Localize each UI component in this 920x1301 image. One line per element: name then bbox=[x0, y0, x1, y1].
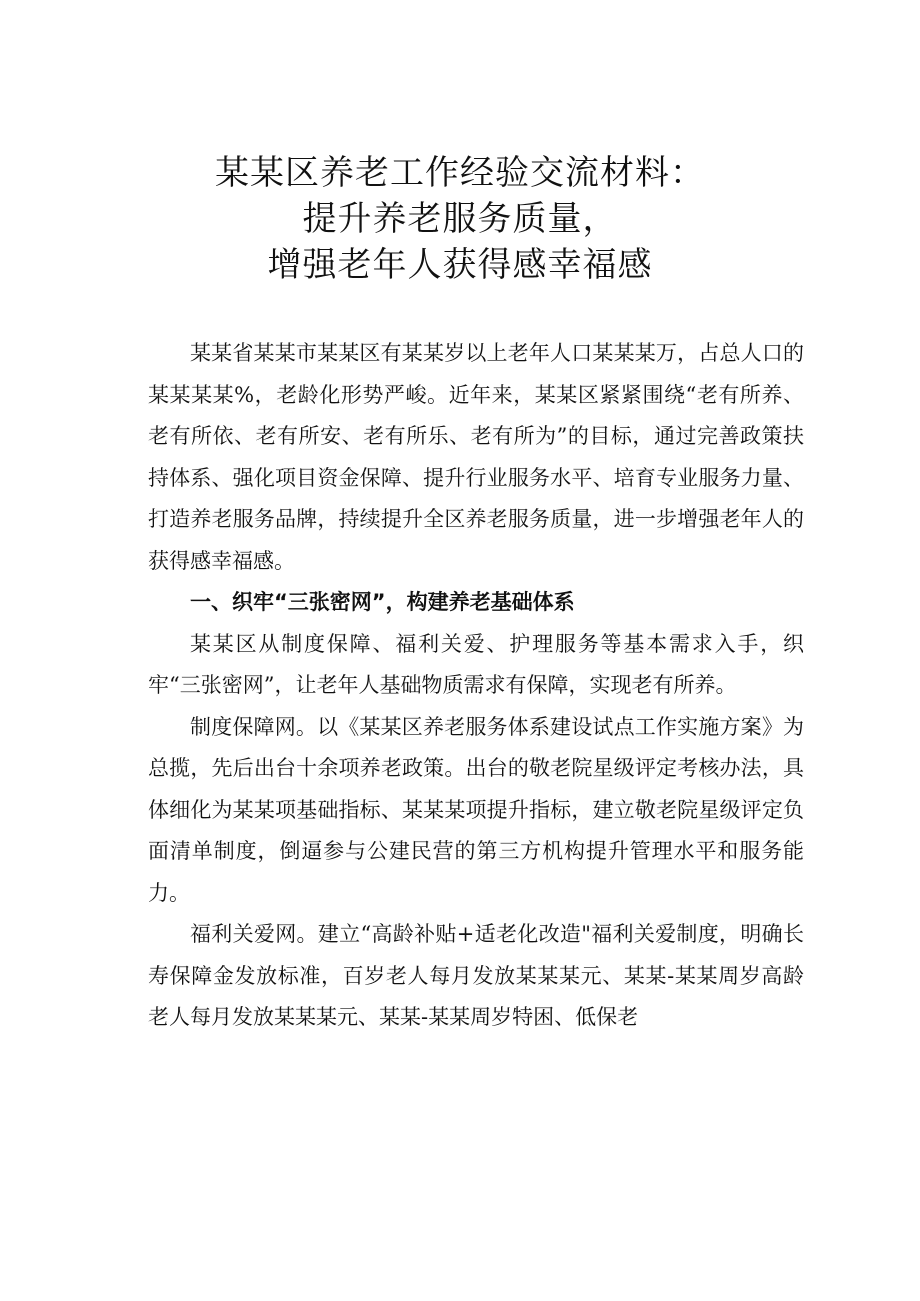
section-1-heading: 一、织牢“三张密网”，构建养老基础体系 bbox=[190, 590, 575, 614]
intro-paragraph: 某某省某某市某某区有某某岁以上老年人口某某某万，占总人口的某某某某%，老龄化形势严峻。近年来，某某区紧紧围绕“老有所养、老有所依、老有所安、老有所乐、老有所为”的目标，通过完善政策扶持体系、强化项目资金保障、提升行业服务水平、培育专业服务力量、打造养老服务品牌，持续提升全区养老服务质量，进一步增强老年人的获得感幸福感。 bbox=[148, 341, 804, 573]
title-line-1: 某某区养老工作经验交流材料： bbox=[215, 153, 705, 193]
document-body bbox=[148, 333, 804, 1039]
section-1-paragraph-2: 制度保障网。以《某某区养老服务体系建设试点工作实施方案》为总揽，先后出台十余项养老政策。出台的敬老院星级评定考核办法，具体细化为某某项基础指标、某某某项提升指标，建立敬老院星级评定负面清单制度，倒逼参与公建民营的第三方机构提升管理水平和服务能力。 bbox=[148, 714, 804, 905]
section-1-paragraph-3: 福利关爱网。建立“高龄补贴+适老化改造"福利关爱制度，明确长寿保障金发放标准，百岁老人每月发放某某某元、某某-某某周岁高龄老人每月发放某某某元、某某-某某周岁特困、低保老 bbox=[148, 922, 804, 1029]
document-title bbox=[0, 150, 920, 288]
title-line-3: 增强老年人获得感幸福感 bbox=[267, 245, 653, 285]
section-1-paragraph-1: 某某区从制度保障、福利关爱、护理服务等基本需求入手，织牢“三张密网”，让老年人基础物质需求有保障，实现老有所养。 bbox=[148, 631, 804, 697]
title-line-2: 提升养老服务质量， bbox=[302, 199, 618, 239]
